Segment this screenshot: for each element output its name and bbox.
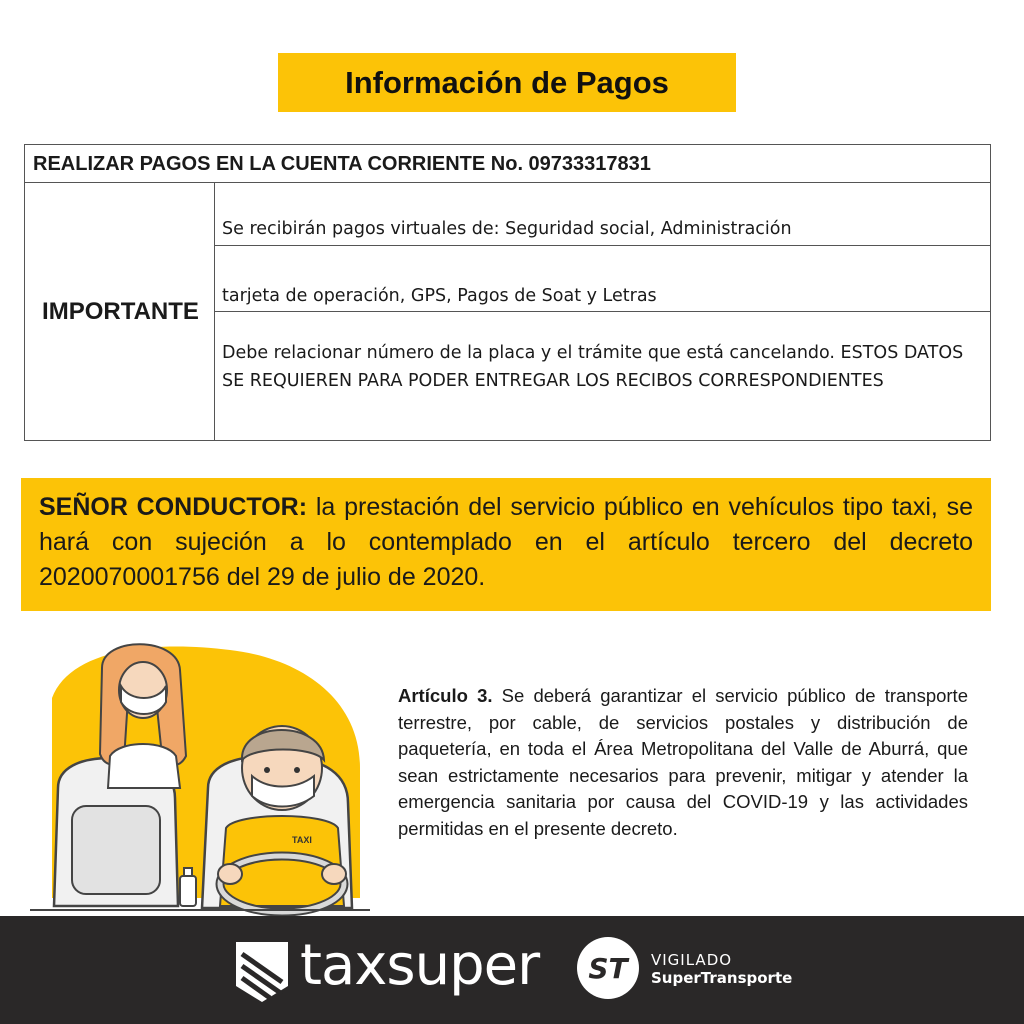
driver-notice-body: la prestación del servicio público en vehículos tipo taxi, se hará con sujeción a lo contemplado en el artículo tercero del decreto 2020070001756 del 29 de julio de 2020. [39, 493, 973, 591]
payments-table [24, 144, 991, 441]
taxi-passengers-illustration [30, 628, 370, 918]
taxsuper-shield-icon [234, 940, 290, 1004]
payments-row-instructions: Debe relacionar número de la placa y el trámite que está cancelando. ESTOS DATOS SE REQUIEREN PARA PODER ENTREGAR LOS RECIBOS CORRESPONDIENTES [222, 343, 964, 391]
vigilado-label: VIGILADO [651, 951, 733, 969]
taxsuper-logo: taxsuper [300, 933, 540, 998]
st-mark: ST [588, 952, 628, 985]
supertransporte-seal-icon [576, 936, 640, 1000]
important-label: IMPORTANTE [25, 183, 215, 440]
article-body: Se deberá garantizar el servicio público de transporte terrestre, por cable, de servicios postales y distribución de paquetería, en toda el Área Metropolitana del Valle de Aburrá, que sean estrictamente necesarios para prevenir, mitigar y atender la emergencia sanitaria por causa del COVID-19 y las actividades permitidas en el presente decreto. [398, 685, 968, 839]
payments-table-header: REALIZAR PAGOS EN LA CUENTA CORRIENTE No. 09733317831 [25, 145, 990, 183]
payments-row-virtual: Se recibirán pagos virtuales de: Seguridad social, Administración [215, 183, 990, 246]
article-3-text [398, 683, 968, 842]
payments-row-concepts: tarjeta de operación, GPS, Pagos de Soat y Letras [215, 246, 990, 312]
supertransporte-label: SuperTransporte [651, 969, 793, 987]
shirt-taxi-label: TAXI [292, 835, 312, 845]
page-title: Información de Pagos [278, 53, 736, 112]
driver-notice [21, 478, 991, 611]
driver-notice-lead: SEÑOR CONDUCTOR: [39, 493, 308, 521]
article-lead: Artículo 3. [398, 685, 493, 706]
